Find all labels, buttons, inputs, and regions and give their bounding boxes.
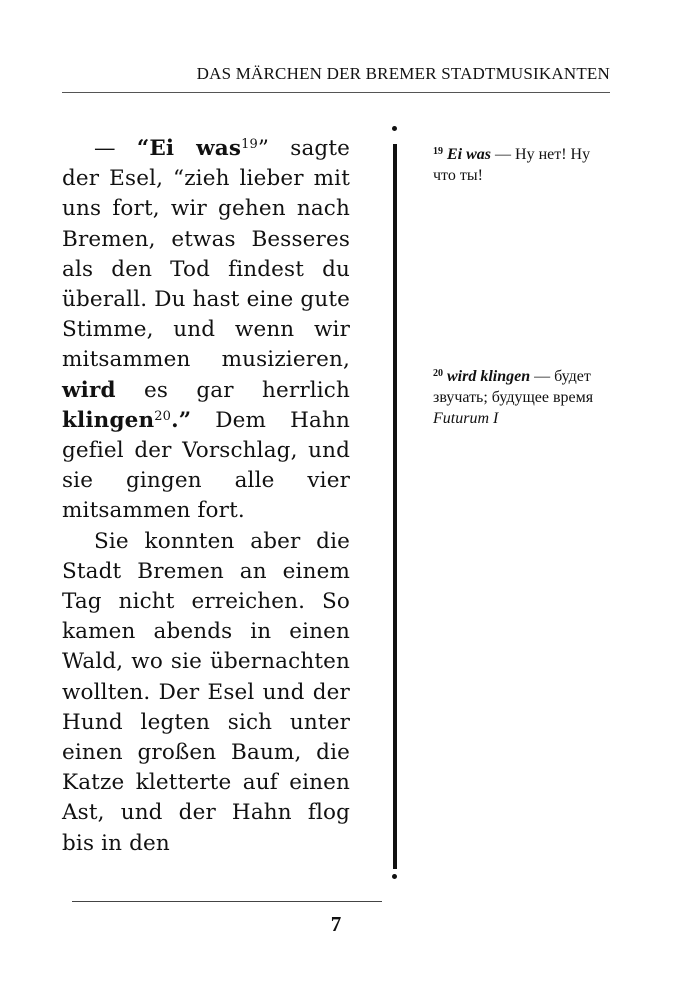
paragraph-1 bbox=[62, 134, 350, 527]
text-run: — bbox=[94, 136, 137, 161]
bold-word-klingen: klingen bbox=[62, 407, 155, 433]
note-italic-term: Futurum I bbox=[433, 410, 499, 427]
bold-punctuation: .” bbox=[171, 407, 192, 433]
text-run: Dem Hahn gefiel der Vorschlag, und sie gingen alle vier mitsammen fort. bbox=[62, 407, 350, 524]
note-term: wird klingen bbox=[447, 368, 531, 385]
note-number: 20 bbox=[433, 368, 443, 379]
footnote-ref-19[interactable]: 19 bbox=[241, 137, 258, 152]
note-number: 19 bbox=[433, 146, 443, 157]
margin-vertical-rule bbox=[393, 144, 397, 869]
footer-rule bbox=[72, 901, 382, 902]
bold-word-wird: wird bbox=[62, 377, 116, 403]
margin-note-19 bbox=[433, 144, 611, 186]
page-number: 7 bbox=[330, 912, 342, 936]
note-term: Ei was bbox=[447, 146, 492, 163]
running-head: DAS MÄRCHEN DER BREMER STADTMUSIKANTEN bbox=[196, 64, 610, 83]
margin-note-20 bbox=[433, 366, 611, 429]
note-text: — будет звучать; будущее время bbox=[433, 368, 594, 406]
rule-dot-bottom bbox=[392, 874, 397, 879]
note-text: — Ну нет! Ну что ты! bbox=[433, 146, 591, 184]
rule-dot-top bbox=[392, 126, 397, 131]
header-rule bbox=[62, 92, 610, 93]
paragraph-2: Sie konnten aber die Stadt Bremen an einem Tag nicht erreichen. So kamen abends in einen Wald, wo sie übernachten wollten. Der Esel und der Hund legten sich unter einen großen Baum, die Katze kletterte auf einen Ast, und der Hahn flog bis in den bbox=[62, 528, 350, 856]
bold-phrase-ei-was: “Ei was bbox=[136, 136, 242, 161]
text-run: es gar herrlich bbox=[115, 377, 350, 403]
main-text bbox=[62, 134, 350, 859]
text-run: ” sagte der Esel, “zieh lieber mit uns fort, wir gehen nach Bremen, etwas Besseres als den Tod findest du überall. Du hast eine gute Stimme, und wenn wir mitsammen musizieren, bbox=[62, 136, 350, 373]
footnote-ref-20[interactable]: 20 bbox=[154, 408, 172, 424]
